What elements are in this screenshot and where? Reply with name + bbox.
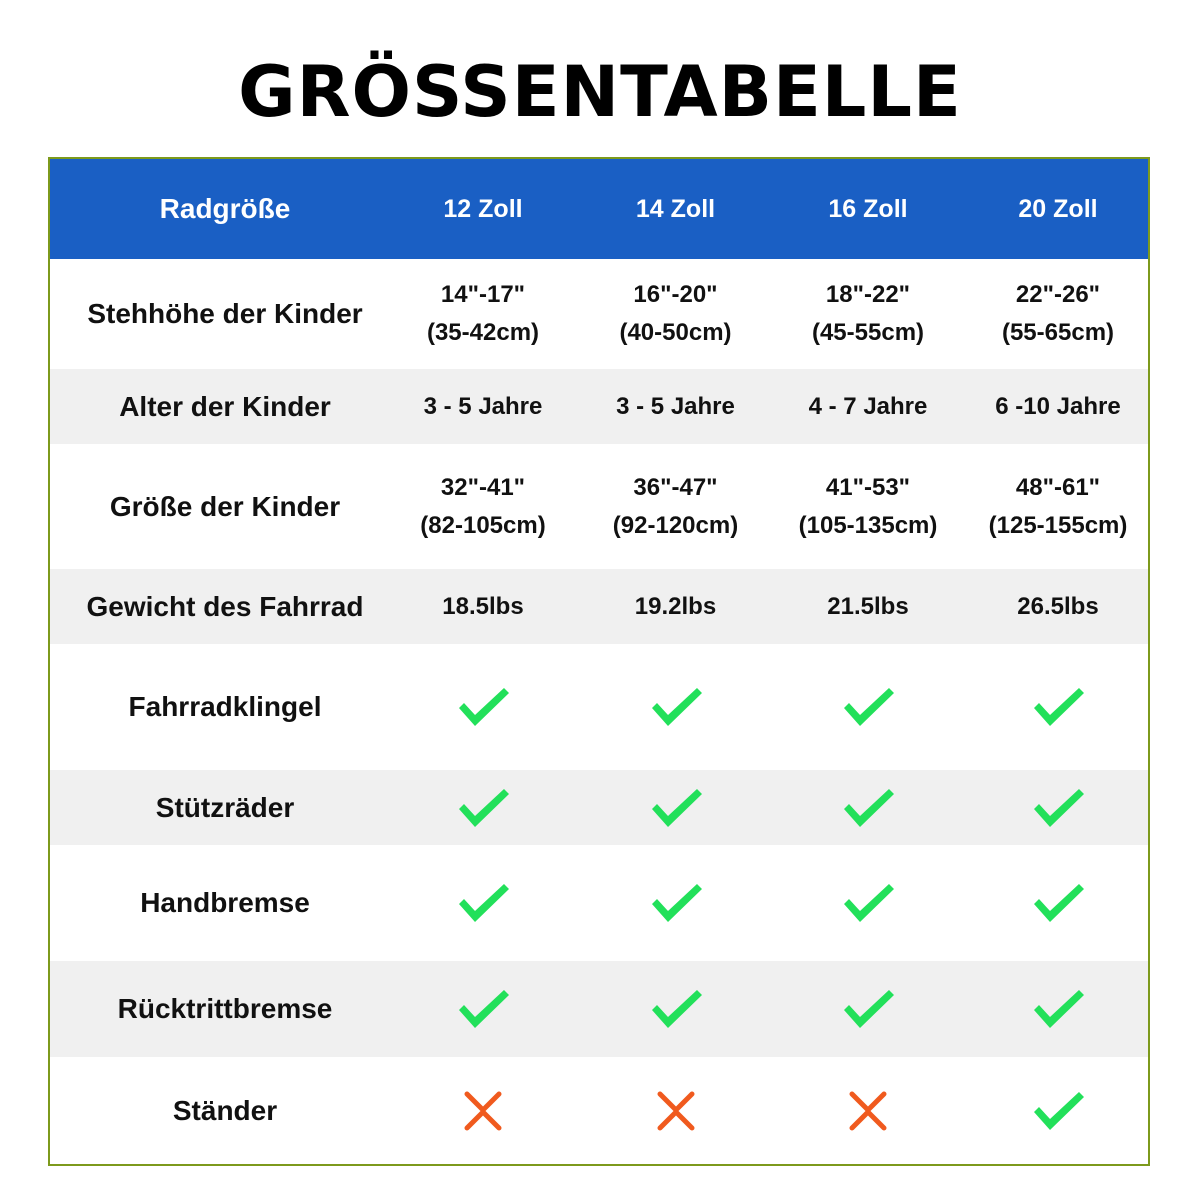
size-table xyxy=(48,157,1150,1166)
table-cell xyxy=(963,845,1153,961)
row-label: Größe der Kinder xyxy=(109,490,341,522)
table-cell: 21.5lbs xyxy=(827,592,909,620)
table-cell xyxy=(773,845,963,961)
table-cell xyxy=(963,444,1153,569)
row-label: Gewicht des Fahrrad xyxy=(86,590,364,622)
header-label: Radgröße xyxy=(159,193,291,224)
table-cell xyxy=(578,1057,773,1164)
header-size-12: 12 Zoll xyxy=(443,194,523,223)
table-cell xyxy=(578,259,773,369)
table-row-bell xyxy=(50,644,1148,770)
page-title: GRÖSSENTABELLE xyxy=(238,51,962,133)
value-cm: (125-155cm) xyxy=(988,511,1128,539)
table-cell xyxy=(963,961,1153,1057)
table-cell xyxy=(963,770,1153,845)
value-inches: 14"-17" xyxy=(440,281,526,308)
table-cell xyxy=(963,259,1153,369)
value-cm: (45-55cm) xyxy=(811,319,925,346)
row-label: Handbremse xyxy=(140,887,310,918)
cross-icon xyxy=(646,1086,706,1136)
table-cell xyxy=(963,1057,1153,1164)
table-row-hand-brake xyxy=(50,845,1148,961)
table-cell xyxy=(388,644,578,770)
check-icon xyxy=(1028,783,1088,833)
table-cell xyxy=(773,644,963,770)
table-cell xyxy=(963,644,1153,770)
check-icon xyxy=(1028,682,1088,732)
check-icon xyxy=(453,878,513,928)
check-icon xyxy=(453,682,513,732)
table-cell xyxy=(388,961,578,1057)
table-cell: 4 - 7 Jahre xyxy=(808,392,928,420)
value-inches: 41"-53" xyxy=(825,473,911,501)
table-cell: 6 -10 Jahre xyxy=(995,392,1121,420)
table-cell xyxy=(578,644,773,770)
check-icon xyxy=(838,682,898,732)
table-cell xyxy=(388,259,578,369)
value-cm: (40-50cm) xyxy=(619,319,732,346)
cross-icon xyxy=(453,1086,513,1136)
check-icon xyxy=(838,984,898,1034)
table-cell: 3 - 5 Jahre xyxy=(616,392,735,420)
table-cell: 18.5lbs xyxy=(442,592,524,620)
table-cell xyxy=(578,845,773,961)
table-row-standing-height xyxy=(50,259,1148,369)
check-icon xyxy=(453,783,513,833)
table-row-kickstand xyxy=(50,1057,1148,1164)
value-cm: (82-105cm) xyxy=(420,511,546,539)
check-icon xyxy=(838,783,898,833)
value-inches: 18"-22" xyxy=(825,281,911,308)
table-cell xyxy=(388,444,578,569)
value-cm: (35-42cm) xyxy=(426,319,540,346)
table-cell xyxy=(773,1057,963,1164)
table-cell xyxy=(773,444,963,569)
header-size-20: 20 Zoll xyxy=(1018,194,1098,223)
header-size-16: 16 Zoll xyxy=(828,194,908,223)
table-row-age xyxy=(50,369,1148,444)
value-inches: 48"-61" xyxy=(1015,473,1101,501)
row-label: Fahrradklingel xyxy=(128,691,322,722)
value-cm: (55-65cm) xyxy=(1001,319,1115,346)
table-row-training-wheels xyxy=(50,770,1148,845)
check-icon xyxy=(453,984,513,1034)
check-icon xyxy=(646,783,706,833)
check-icon xyxy=(1028,984,1088,1034)
row-label: Rücktrittbremse xyxy=(117,993,333,1024)
table-header-row xyxy=(50,159,1148,259)
value-inches: 32"-41" xyxy=(440,473,526,501)
table-cell: 3 - 5 Jahre xyxy=(423,392,543,420)
table-cell: 26.5lbs xyxy=(1017,592,1099,620)
table-cell xyxy=(578,444,773,569)
row-label: Stehhöhe der Kinder xyxy=(87,298,363,329)
row-label: Stützräder xyxy=(155,791,295,823)
table-cell: 19.2lbs xyxy=(634,592,717,620)
table-cell xyxy=(773,770,963,845)
value-cm: (105-135cm) xyxy=(798,511,938,539)
row-label: Alter der Kinder xyxy=(119,390,331,422)
row-label: Ständer xyxy=(172,1094,278,1126)
table-row-height xyxy=(50,444,1148,569)
check-icon xyxy=(646,984,706,1034)
table-cell xyxy=(388,845,578,961)
table-cell xyxy=(773,259,963,369)
table-cell xyxy=(388,770,578,845)
table-cell xyxy=(578,961,773,1057)
check-icon xyxy=(1028,878,1088,928)
value-cm: (92-120cm) xyxy=(612,511,739,539)
check-icon xyxy=(646,682,706,732)
table-row-coaster-brake xyxy=(50,961,1148,1057)
table-cell xyxy=(773,961,963,1057)
value-inches: 22"-26" xyxy=(1015,281,1101,308)
header-size-14: 14 Zoll xyxy=(635,194,716,223)
cross-icon xyxy=(838,1086,898,1136)
table-row-weight xyxy=(50,569,1148,644)
value-inches: 36"-47" xyxy=(633,473,718,501)
check-icon xyxy=(1028,1086,1088,1136)
check-icon xyxy=(838,878,898,928)
table-cell xyxy=(578,770,773,845)
check-icon xyxy=(646,878,706,928)
table-cell xyxy=(388,1057,578,1164)
value-inches: 16"-20" xyxy=(633,281,718,308)
